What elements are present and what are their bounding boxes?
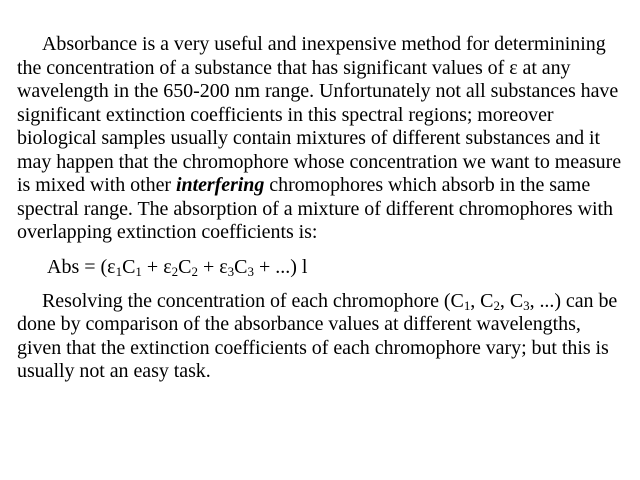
document-page <box>17 33 629 384</box>
paragraph-text: chromophores which absorb in the same spectral range. The absorption of a mixture of different chromophores with overlapping extinction coefficients is: <box>17 174 613 243</box>
paragraph-absorbance-intro <box>17 33 629 245</box>
emphasis-interfering: interfering <box>175 174 265 196</box>
absorbance-formula: Abs = ($\varepsilon_1C_1 + \varepsilon_2C_2 + \varepsilon_3C_3$ + ...) l <box>47 255 308 279</box>
paragraph-resolving-concentration: Resolving the concentration of each chromophore ($C_1$, $C_2$, $C_3$, ...) can be done by comparison of the absorbance values at different wavelengths, given that the extinction coefficients of each chromophore vary; but this is usually not an easy task. <box>17 289 618 382</box>
paragraph-text: Absorbance is a very useful and inexpensive method for determinining the concentration of a substance that has significant values of ε at any wavelength in the 650-200 nm range. Unfortunately not all substances have significant extinction coefficients in this spectral regions; moreover biological samples usually contain mixtures of different substances and it may happen that the chromophore whose concentration we want to measure is mixed with other <box>17 33 622 196</box>
